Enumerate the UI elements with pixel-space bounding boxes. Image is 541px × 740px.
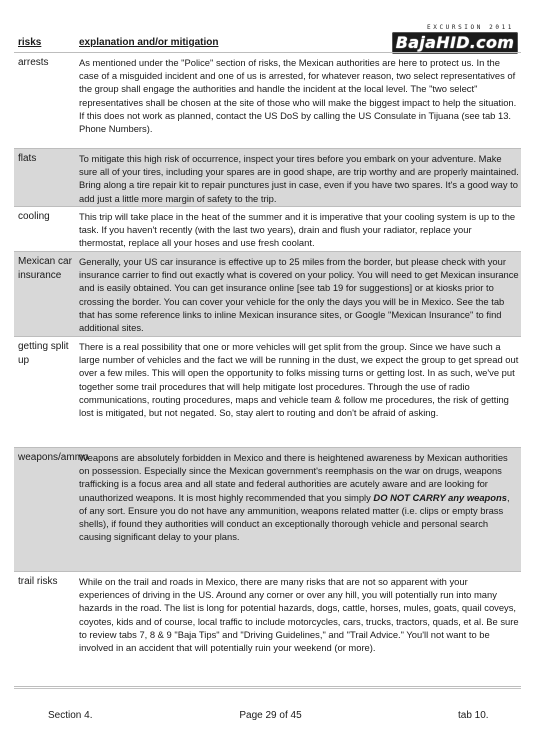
weapons-text-after: , of any sort. Ensure you do not have any ammunition, weapons related matter (i.e. clips or empty brass shells), if found they authorities will conduct an exceptionally thorough vehicle and personal search causing significant delay to your plans.	[79, 491, 510, 543]
footer-page-number: Page 29 of 45	[239, 710, 302, 721]
logo-wordmark: BajaHID.com	[395, 33, 515, 52]
risk-label: weapons/ammo	[18, 452, 89, 463]
risk-explanation: Generally, your US car insurance is effective up to 25 miles from the border, but please check with your insurance carrier to find out exactly what is covered on your policy. You will need to get Mexican insurance and is easily obtained. You can get insurance online [see tab 19 for suggestions] or at kiosks prior to crossing the border. You can cover your vehicle for the only the days you will be in Mexico. See the tab that has some reference links to inline Mexican insurance sites, or Google "Mexican Insurance" to find additional sites.	[79, 256, 519, 334]
weapons-text-before: Weapons are absolutely forbidden in Mexico and there is heightened awareness by Mexican authorities on possession. Especially since the Mexican government's reemphasis on the war on drugs, weapons trafficking is a focus area and all state and federal authorities are acutely aware and are looking for unauthorized weapons. It is most highly recommended that you simply	[79, 452, 508, 503]
table-row-mexican-insurance	[14, 252, 521, 337]
risks-table	[14, 36, 521, 687]
table-row-flats	[14, 149, 521, 207]
risk-label: Mexican car insurance	[18, 256, 72, 281]
table-row-arrests	[14, 53, 521, 149]
risk-label: flats	[18, 153, 37, 164]
header-risks: risks	[18, 37, 42, 48]
risk-explanation: As mentioned under the "Police" section of risks, the Mexican authorities are here to protect us. In the case of a misguided incident and one of us is arrested, for whatever reason, two select representatives of the group shall engage the authorities and handle the incident at the local level. The "two select" representatives shall be chosen at the site of those who will make the biggest impact to help the situation. If this does not work as planned, contact the US DoS by calling the US Consulate in Tijuana (see tab 13. Phone Numbers).	[79, 57, 517, 135]
footer-divider	[14, 688, 521, 689]
footer-section: Section 4.	[48, 710, 93, 721]
risk-explanation: There is a real possibility that one or more vehicles will get split from the group. Since we have such a large number of vehicles and the fact we will be running in the dust, we expect the group to get spread out over a few miles. This will open the opportunity to folks missing turns or getting lost. In as such, we've put together some trail procedures that will help mitigate lost procedures. Through the use of radio communications, routing procedures, maps and vehicle team & follow me procedures, the risk of getting lost is mitigated, but not negated. So, stay alert to routing and don't be afraid of asking.	[79, 341, 519, 419]
table-row-getting-split-up	[14, 337, 521, 448]
weapons-emphasis: DO NOT CARRY any weapons	[373, 491, 507, 503]
table-row-cooling	[14, 207, 521, 252]
table-header	[14, 36, 521, 53]
risk-label: getting split up	[18, 341, 69, 366]
risk-label: trail risks	[18, 576, 58, 587]
header-explanation: explanation and/or mitigation	[79, 37, 219, 48]
risk-explanation: While on the trail and roads in Mexico, there are many risks that are not so apparent with your experiences of driving in the US. Around any corner or over any hill, you will potentially run into many hazards in the road. The list is long for potential hazards, dogs, cattle, horses, mules, goats, quail coveys, coyotes, kids and of course, local traffic to include motorcycles, cars, trucks, tractors, quads, et al. Be sure to review tabs 7, 8 & 9 "Baja Tips" and "Driving Guidelines," and "Trail Advice." You'll not want to be involved in an accident that will potentially ruin your weekend (or more).	[79, 576, 519, 654]
risk-explanation	[79, 451, 519, 543]
risk-label: cooling	[18, 211, 50, 222]
risk-label: arrests	[18, 57, 49, 68]
risk-explanation: To mitigate this high risk of occurrence, inspect your tires before you embark on your adventure. Make sure all of your tires, including your spares are in good shape, are trip worthy and are properly maintained. Bring along a tire repair kit to repair punctures just in case, even if you have two spares. It's a good way to add just a little more margin of safety to the trip.	[79, 153, 519, 204]
table-row-weapons	[14, 448, 521, 572]
footer-tab: tab 10.	[458, 710, 489, 721]
risk-explanation: This trip will take place in the heat of the summer and it is imperative that your cooling system is up to the task. If you haven't recently (with the last two years), drain and flush your radiator, replace your thermostat, replace all your hoses and use fresh coolant.	[79, 211, 516, 249]
table-row-trail-risks	[14, 572, 521, 687]
logo-subtitle: EXCURSION 2011	[427, 24, 514, 31]
